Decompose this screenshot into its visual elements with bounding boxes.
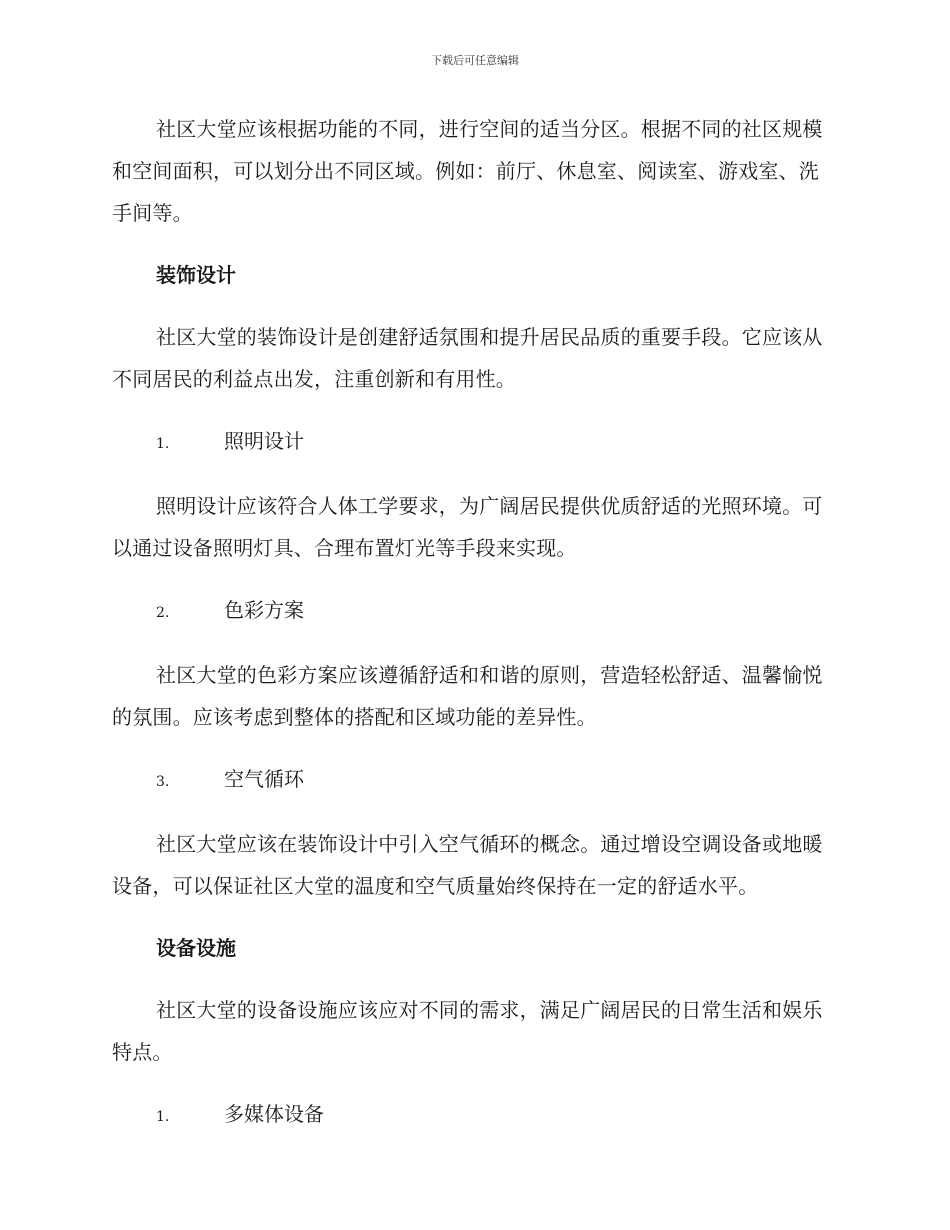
item-label: 照明设计 (224, 429, 304, 453)
numbered-item-lighting (112, 420, 832, 465)
item-number: 1. (156, 436, 170, 452)
item-label: 空气循环 (224, 767, 304, 791)
numbered-item-color-scheme (112, 589, 832, 634)
section-heading-facilities: 设备设施 (156, 936, 236, 960)
item-number: 1. (156, 1109, 170, 1125)
paragraph-air-circulation: 社区大堂应该在装饰设计中引入空气循环的概念。通过增设空调设备或地暖设备，可以保证社区大堂的温度和空气质量始终保持在一定的舒适水平。 (112, 832, 823, 898)
section-heading-decoration: 装饰设计 (156, 263, 236, 287)
item-number: 3. (156, 774, 170, 790)
numbered-item-multimedia (112, 1093, 832, 1138)
paragraph-color-scheme: 社区大堂的色彩方案应该遵循舒适和和谐的原则，营造轻松舒适、温馨愉悦的氛围。应该考虑到整体的搭配和区域功能的差异性。 (112, 663, 823, 729)
item-number: 2. (156, 605, 170, 621)
document-body (112, 108, 832, 1158)
paragraph-lighting: 照明设计应该符合人体工学要求，为广阔居民提供优质舒适的光照环境。可以通过设备照明灯具、合理布置灯光等手段来实现。 (112, 494, 823, 560)
numbered-item-air-circulation (112, 758, 832, 803)
page-header: 下载后可任意编辑 (431, 54, 519, 67)
item-label: 多媒体设备 (224, 1102, 324, 1126)
paragraph-zoning: 社区大堂应该根据功能的不同，进行空间的适当分区。根据不同的社区规模和空间面积，可以划分出不同区域。例如：前厅、休息室、阅读室、游戏室、洗手间等。 (112, 117, 823, 225)
paragraph-facilities-intro: 社区大堂的设备设施应该应对不同的需求，满足广阔居民的日常生活和娱乐特点。 (112, 998, 823, 1064)
paragraph-decoration-intro: 社区大堂的装饰设计是创建舒适氛围和提升居民品质的重要手段。它应该从不同居民的利益点出发，注重创新和有用性。 (112, 325, 823, 391)
item-label: 色彩方案 (224, 598, 304, 622)
